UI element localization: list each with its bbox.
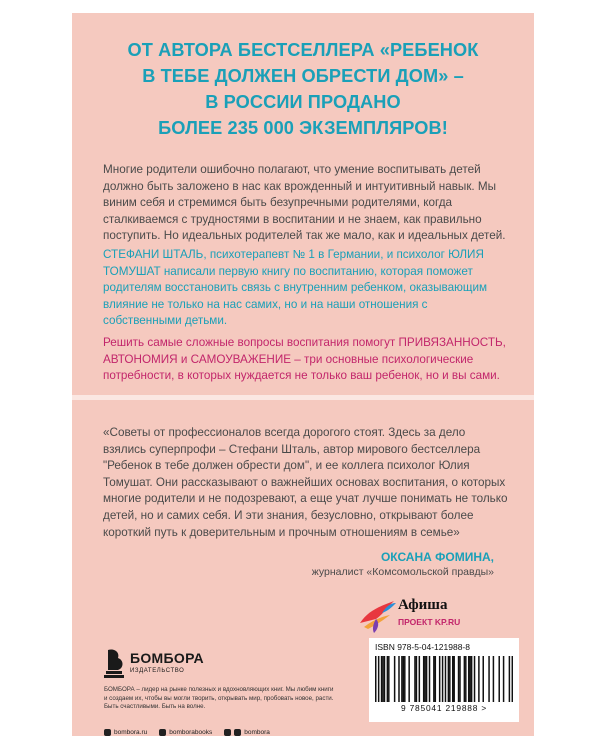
barcode-bar (387, 656, 389, 702)
barcode-bar (478, 656, 480, 702)
barcode-bar (375, 656, 377, 702)
publisher-logo (104, 648, 224, 682)
barcode-bar (416, 656, 418, 702)
barcode-bar (414, 656, 416, 702)
publisher-subtitle: ИЗДАТЕЛЬСТВО (130, 668, 185, 674)
afisha-subtitle: ПРОЕКТ KP.RU (398, 617, 461, 627)
instagram-icon (159, 729, 166, 736)
barcode-bar (453, 656, 455, 702)
social-site-label: bombora.ru (114, 729, 148, 736)
review-author (312, 549, 494, 579)
barcode-bar (465, 656, 467, 702)
barcode-bar (458, 656, 460, 702)
barcode-bar (433, 656, 435, 702)
authors-text-2: написали первую книгу по воспитанию, которая поможет родителям восстановить связь с внутренним ребенком, оказывающим влияние не только на нас самих, но и на наши отношения с собственными детьми. (103, 264, 488, 328)
publisher-description: БОМБОРА – лидер на рынке полезных и вдохновляющих книг. Мы любим книги и создаем их, чтобы вы могли творить, открывать мир, пробовать новое, расти. Быть счастливыми. Быть на волне. (104, 686, 334, 711)
barcode-bar (384, 656, 386, 702)
barcode-bar (394, 656, 396, 702)
barcode (375, 656, 513, 702)
needs-paragraph (103, 335, 509, 385)
barcode-bar (482, 656, 484, 702)
back-cover (72, 13, 534, 736)
barcode-bar (435, 656, 437, 702)
reviewer-role: журналист «Комсомольской правды» (311, 566, 494, 578)
barcode-bar (452, 656, 454, 702)
barcode-bar (468, 656, 470, 702)
barcode-bar (439, 656, 441, 702)
need-attachment: ПРИВЯЗАННОСТЬ (398, 336, 503, 349)
review-quote: «Советы от профессионалов всегда дорогого стоят. Здесь за дело взялись суперпрофи – Стефани Шталь, автор мирового бестселлера "Ребенок в тебе должен обрести дом", и ее коллега психолог Юлия Томушат. Они рассказывают о важнейших основах воспитания, о которых многие родители и не подозревают, а еще учат лучше понимать не только детей, но и самих себя. И эти знания, безусловно, открывают более короткий путь к доверительным и прочным отношениям в семье» (103, 426, 508, 539)
barcode-bar (442, 656, 444, 702)
barcode-bar (464, 656, 466, 702)
barcode-bar (401, 656, 403, 702)
author-name-stahl: СТЕФАНИ ШТАЛЬ (103, 248, 204, 261)
barcode-bar (448, 656, 450, 702)
intro-paragraph: Многие родители ошибочно полагают, что умение воспитывать детей должно быть заложено в нас как врожденный и интуитивный навык. Мы виним себя и стремимся быть безупречными родителями, когда сталкиваемся с трудностями в воспитании и не знаем, как правильно поступить. Но идеальных родителей так же мало, как и идеальных детей. (103, 163, 506, 243)
needs-text-3: и (177, 352, 191, 366)
isbn-label: ISBN 978-5-04-121988-8 (375, 642, 470, 652)
barcode-bar (424, 656, 426, 702)
need-self-esteem: САМОУВАЖЕНИЕ (190, 352, 292, 366)
barcode-bar (469, 656, 471, 702)
authors-text-1: , психотерапевт № 1 в Германии, и психолог (203, 248, 445, 261)
telegram-icon (234, 729, 241, 736)
social-vk-telegram[interactable] (224, 729, 270, 736)
barcode-bar (419, 656, 421, 702)
barcode-bar (493, 656, 495, 702)
social-books[interactable] (159, 729, 212, 736)
reviewer-name: ОКСАНА ФОМИНА, (380, 550, 494, 564)
barcode-bar (403, 656, 405, 702)
barcode-bar (474, 656, 476, 702)
publisher-mark-icon (104, 648, 126, 678)
barcode-bar (408, 656, 410, 702)
barcode-bar (398, 656, 400, 702)
barcode-bar (382, 656, 384, 702)
barcode-bar (423, 656, 425, 702)
headline (72, 37, 534, 141)
headline-line-2: В ТЕБЕ ДОЛЖЕН ОБРЕСТИ ДОМ» – (142, 66, 464, 86)
headline-line-1: ОТ АВТОРА БЕСТСЕЛЛЕРА «РЕБЕНОК (127, 40, 479, 60)
barcode-bar (388, 656, 390, 702)
barcode-bar (488, 656, 490, 702)
bird-icon (356, 593, 400, 637)
needs-text-2: , (502, 336, 506, 349)
publisher-name: БОМБОРА (130, 650, 204, 666)
needs-text-4: – три основные психологические потребности, в которых нуждается не только ваш ребенок, но и вы сами. (103, 352, 500, 383)
barcode-panel (369, 638, 519, 722)
barcode-bar (404, 656, 406, 702)
barcode-bar (378, 656, 380, 702)
social-links (104, 729, 270, 736)
afisha-logo (356, 593, 476, 637)
afisha-title: Афиша (398, 597, 448, 613)
headline-line-4: БОЛЕЕ 235 000 ЭКЗЕМПЛЯРОВ! (158, 118, 448, 138)
barcode-bar (459, 656, 461, 702)
vk-icon (224, 729, 231, 736)
barcode-bar (445, 656, 447, 702)
needs-text-1: Решить самые сложные вопросы воспитания помогут (103, 336, 399, 349)
barcode-bar (426, 656, 428, 702)
author-name-tomushat: ЮЛИЯ ТОМУШАТ (103, 248, 484, 278)
barcode-bar (509, 656, 511, 702)
social-site[interactable] (104, 729, 147, 736)
barcode-bar (512, 656, 513, 702)
barcode-bar (381, 656, 383, 702)
barcode-bar (498, 656, 500, 702)
barcode-bar (429, 656, 431, 702)
barcode-bar (449, 656, 451, 702)
authors-paragraph (103, 247, 509, 330)
headline-line-3: В РОССИИ ПРОДАНО (205, 92, 401, 112)
barcode-number: 9 785041 219888 > (400, 703, 488, 713)
barcode-bar (503, 656, 505, 702)
section-divider (72, 395, 534, 400)
globe-icon (104, 729, 111, 736)
social-vk-label: bombora (244, 729, 270, 736)
need-autonomy: АВТОНОМИЯ (103, 352, 178, 366)
social-books-label: bomborabooks (169, 729, 213, 736)
barcode-bar (471, 656, 473, 702)
